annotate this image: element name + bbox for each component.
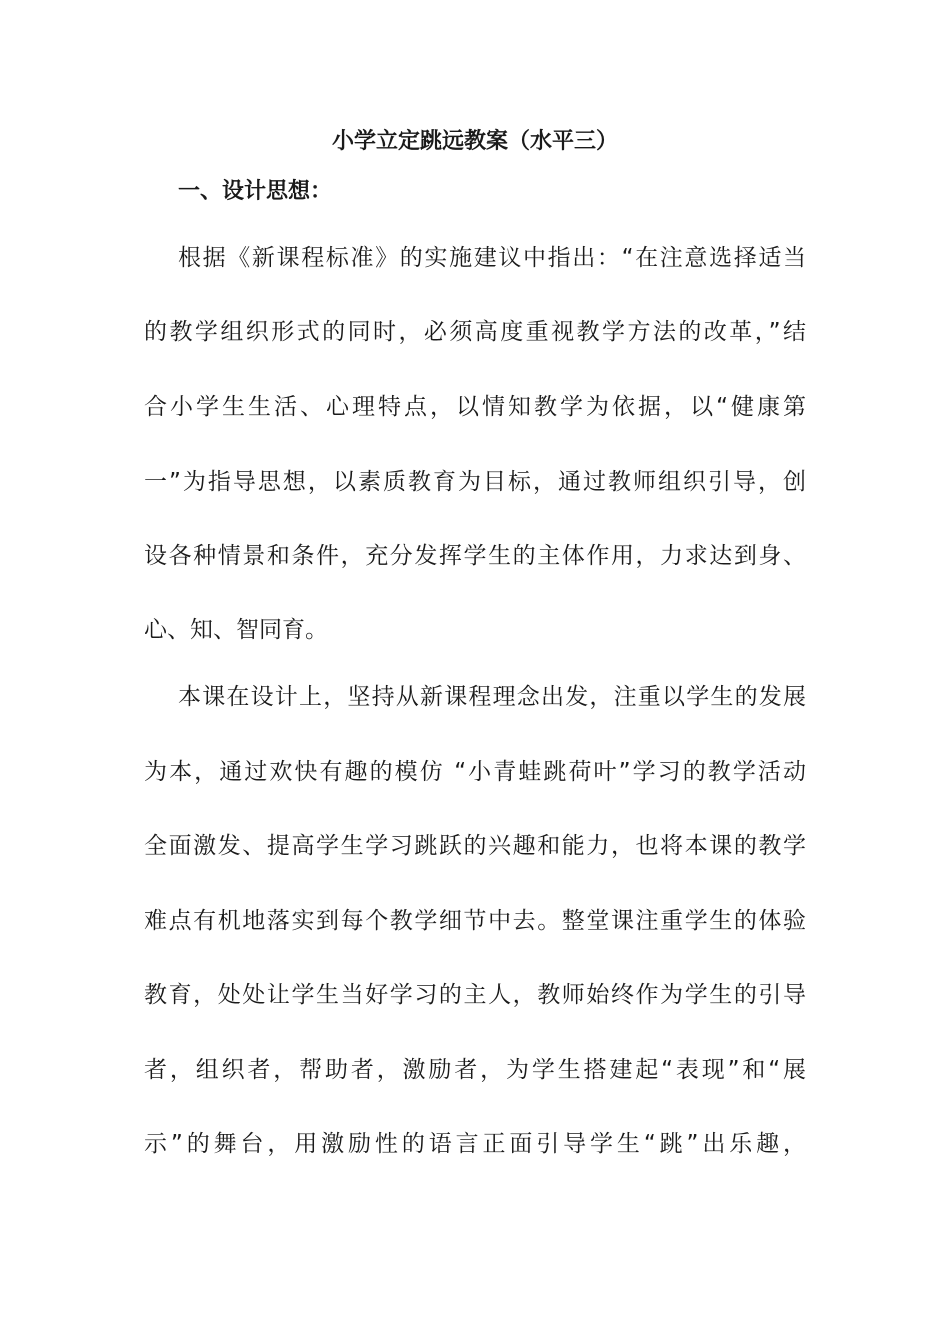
paragraph-line: 教育，处处让学生当好学习的主人，教师始终作为学生的引导 — [144, 982, 806, 1008]
section-heading: 一、设计思想： — [178, 179, 333, 204]
paragraph-line: 难点有机地落实到每个教学细节中去。整堂课注重学生的体验 — [144, 908, 806, 934]
paragraph-line: 合小学生生活、心理特点，以情知教学为依据，以“健康第 — [144, 394, 806, 420]
paragraph-line: 全面激发、提高学生学习跳跃的兴趣和能力，也将本课的教学 — [144, 833, 806, 859]
paragraph-line: 本课在设计上，坚持从新课程理念出发，注重以学生的发展 — [178, 684, 806, 710]
paragraph-line: 者，组织者，帮助者，激励者，为学生搭建起“表现”和“展 — [144, 1057, 806, 1083]
paragraph-line: 根据《新课程标准》的实施建议中指出：“在注意选择适当 — [178, 245, 806, 271]
paragraph-line: 示”的舞台，用激励性的语言正面引导学生“跳”出乐趣， — [144, 1131, 806, 1157]
page-title: 小学立定跳远教案（水平三） — [331, 129, 618, 154]
paragraph-line: 设各种情景和条件，充分发挥学生的主体作用，力求达到身、 — [144, 543, 806, 569]
paragraph-line: 心、知、智同育。 — [144, 617, 328, 643]
paragraph-line: 一”为指导思想，以素质教育为目标，通过教师组织引导，创 — [144, 469, 806, 495]
paragraph-line: 为本，通过欢快有趣的模仿 “小青蛙跳荷叶”学习的教学活动 — [144, 759, 806, 785]
paragraph-line: 的教学组织形式的同时，必须高度重视教学方法的改革，”结 — [144, 319, 806, 345]
